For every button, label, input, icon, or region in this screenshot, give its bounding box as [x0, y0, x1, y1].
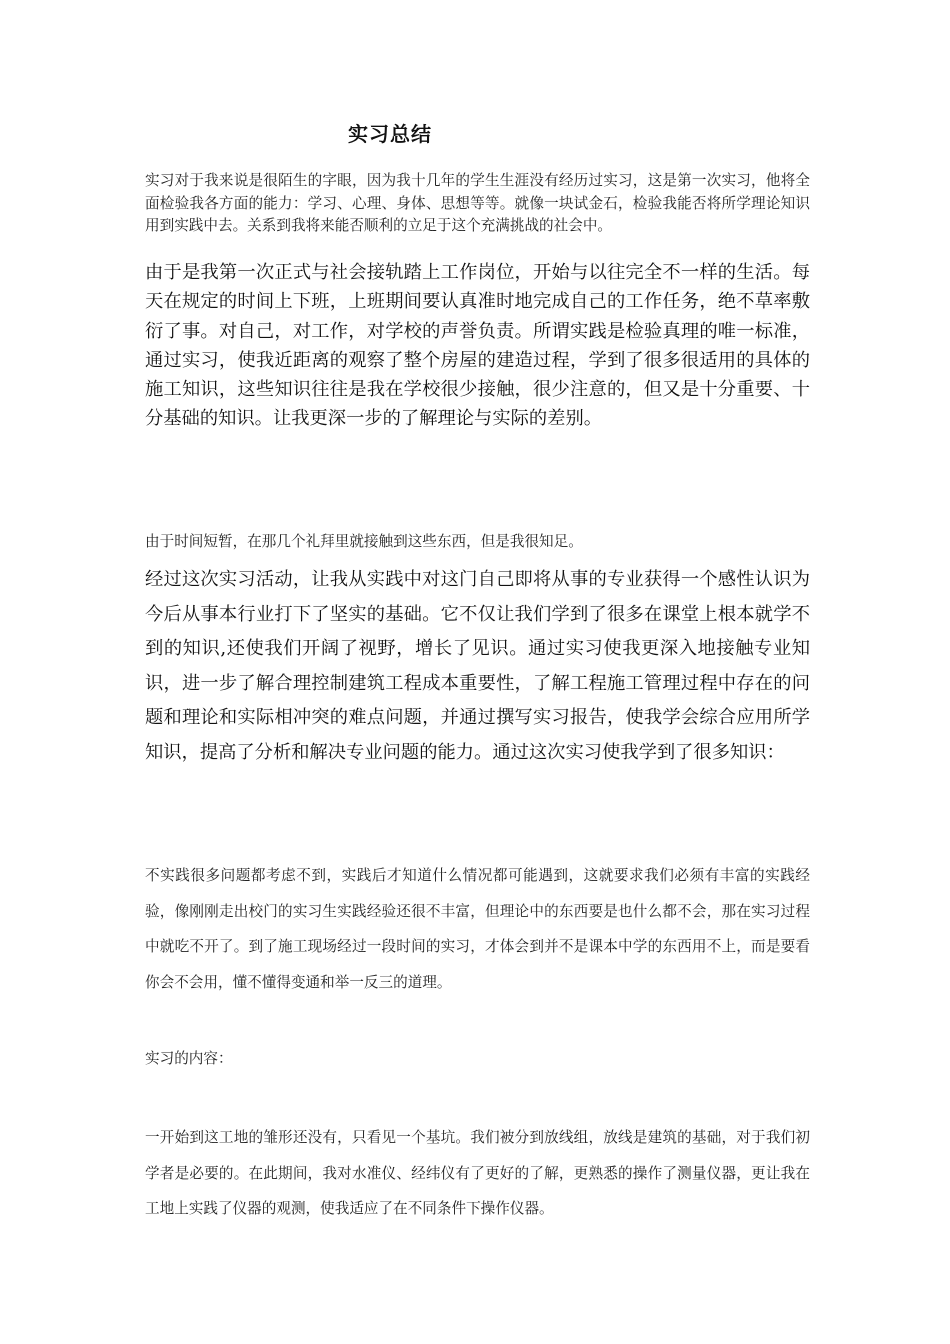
paragraph-intro: 实习对于我来说是很陌生的字眼，因为我十几年的学生生涯没有经历过实习，这是第一次实习，他将全面检验我各方面的能力：学习、心理、身体、思想等等。就像一块试金石，检验我能否将所学理论知识用到实践中去。关系到我将来能否顺利的立足于这个充满挑战的社会中。: [145, 172, 810, 234]
section-heading-content: 实习的内容：: [145, 1050, 233, 1067]
paragraph-site-work: 一开始到这工地的雏形还没有，只看见一个基坑。我们被分到放线组，放线是建筑的基础，对于我们初学者是必要的。在此期间，我对水准仪、经纬仪有了更好的了解，更熟悉的操作了测量仪器，更让我在工地上实践了仪器的观测，使我适应了在不同条件下操作仪器。: [145, 1129, 810, 1217]
document-title: 实习总结: [348, 122, 432, 146]
paragraph-practice: 不实践很多问题都考虑不到，实践后才知道什么情况都可能遇到，这就要求我们必须有丰富的实践经验，像刚刚走出校门的实习生实践经验还很不丰富，但理论中的东西要是也什么都不会，那在实习过程中就吃不开了。到了施工现场经过一段时间的实习，才体会到并不是课本中学的东西用不上，而是要看你会不会用，懂不懂得变通和举一反三的道理。: [145, 867, 810, 991]
paragraph-experience: 经过这次实习活动，让我从实践中对这门自己即将从事的专业获得一个感性认识为今后从事本行业打下了坚实的基础。它不仅让我们学到了很多在课堂上根本就学不到的知识,还使我们开阔了视野，增长了见识。通过实习使我更深入地接触专业知识，进一步了解合理控制建筑工程成本重要性，了解工程施工管理过程中存在的问题和理论和实际相冲突的难点问题，并通过撰写实习报告，使我学会综合应用所学知识，提高了分析和解决专业问题的能力。通过这次实习使我学到了很多知识：: [145, 569, 810, 763]
paragraph-short-time: 由于时间短暂，在那几个礼拜里就接触到这些东西，但是我很知足。: [145, 533, 583, 550]
paragraph-first-job: 由于是我第一次正式与社会接轨踏上工作岗位，开始与以往完全不一样的生活。每天在规定的时间上下班，上班期间要认真准时地完成自己的工作任务，绝不草率敷衍了事。对自己，对工作，对学校的声誉负责。所谓实践是检验真理的唯一标准，通过实习，使我近距离的观察了整个房屋的建造过程，学到了很多很适用的具体的施工知识，这些知识往往是我在学校很少接触，很少注意的，但又是十分重要、十分基础的知识。让我更深一步的了解理论与实际的差别。: [145, 262, 810, 430]
